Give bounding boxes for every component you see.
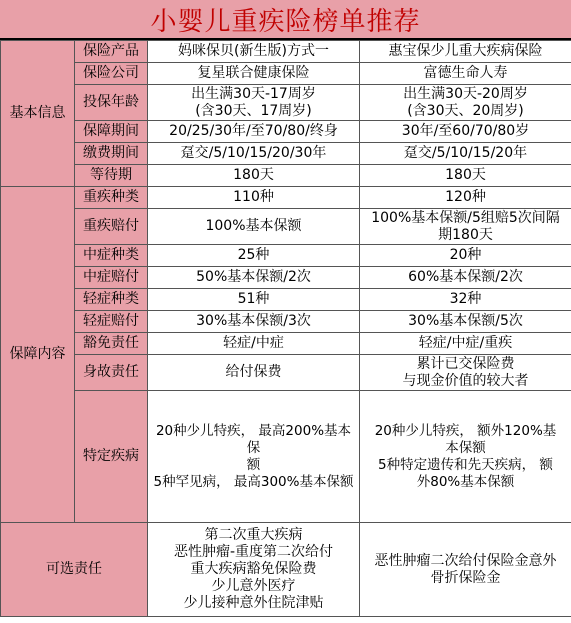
product-b-value: 20种少儿特疾， 额外120%基 本保额 5种特定遗传和先天疾病， 额 外80%基本保额	[360, 391, 571, 523]
product-a-optional: 第二次重大疾病 恶性肿瘤-重度第二次给付 重大疾病豁免保险费 少儿意外医疗 少儿接种意外住院津贴	[148, 523, 360, 617]
table-row	[1, 187, 571, 209]
group-coverage: 保障内容	[1, 187, 75, 523]
product-b-value: 轻症/中症/重疾	[360, 333, 571, 355]
product-b-value: 32种	[360, 289, 571, 311]
product-b-value: 20种	[360, 245, 571, 267]
table-row	[1, 245, 571, 267]
product-a-value: 妈咪保贝(新生版)方式一	[148, 41, 360, 63]
row-label: 轻症种类	[75, 289, 148, 311]
product-b-value: 30%基本保额/5次	[360, 311, 571, 333]
product-a-value: 30%基本保额/3次	[148, 311, 360, 333]
product-a-value: 出生满30天-17周岁 (含30天、17周岁)	[148, 85, 360, 121]
table-row	[1, 165, 571, 187]
product-a-value: 复星联合健康保险	[148, 63, 360, 85]
product-a-value: 25种	[148, 245, 360, 267]
row-label: 保障期间	[75, 121, 148, 143]
product-a-value: 趸交/5/10/15/20/30年	[148, 143, 360, 165]
page-title: 小婴儿重疾险榜单推荐	[0, 0, 571, 40]
product-b-value: 富德生命人寿	[360, 63, 571, 85]
product-b-value: 120种	[360, 187, 571, 209]
row-label: 重疾种类	[75, 187, 148, 209]
row-label: 轻症赔付	[75, 311, 148, 333]
table-row	[1, 121, 571, 143]
product-b-value: 出生满30天-20周岁 (含30天、20周岁)	[360, 85, 571, 121]
row-label: 中症赔付	[75, 267, 148, 289]
table-row	[1, 267, 571, 289]
product-a-value: 51种	[148, 289, 360, 311]
table-row	[1, 523, 571, 617]
row-label: 豁免责任	[75, 333, 148, 355]
table-row	[1, 355, 571, 391]
product-b-value: 30年/至60/70/80岁	[360, 121, 571, 143]
table-row	[1, 311, 571, 333]
row-label: 投保年龄	[75, 85, 148, 121]
product-a-value: 110种	[148, 187, 360, 209]
product-a-value: 20/25/30年/至70/80/终身	[148, 121, 360, 143]
product-b-value: 100%基本保额/5组赔5次间隔 期180天	[360, 209, 571, 245]
row-label: 中症种类	[75, 245, 148, 267]
product-b-value: 惠宝保少儿重大疾病保险	[360, 41, 571, 63]
product-a-value: 180天	[148, 165, 360, 187]
row-label: 特定疾病	[75, 391, 148, 523]
product-a-value: 20种少儿特疾， 最高200%基本保 额 5种罕见病， 最高300%基本保额	[148, 391, 360, 523]
product-a-value: 50%基本保额/2次	[148, 267, 360, 289]
product-b-value: 趸交/5/10/15/20年	[360, 143, 571, 165]
product-b-value: 60%基本保额/2次	[360, 267, 571, 289]
product-a-value: 100%基本保额	[148, 209, 360, 245]
product-b-value: 累计已交保险费 与现金价值的较大者	[360, 355, 571, 391]
table-row	[1, 85, 571, 121]
row-label: 保险产品	[75, 41, 148, 63]
table-row	[1, 391, 571, 523]
product-a-value: 轻症/中症	[148, 333, 360, 355]
table-row	[1, 209, 571, 245]
table-row	[1, 289, 571, 311]
row-label: 缴费期间	[75, 143, 148, 165]
group-optional: 可选责任	[1, 523, 148, 617]
row-label: 重疾赔付	[75, 209, 148, 245]
row-label: 等待期	[75, 165, 148, 187]
product-a-value: 给付保费	[148, 355, 360, 391]
product-b-optional: 恶性肿瘤二次给付保险金意外 骨折保险金	[360, 523, 571, 617]
row-label: 身故责任	[75, 355, 148, 391]
comparison-table	[0, 40, 571, 617]
table-row	[1, 63, 571, 85]
table-row	[1, 333, 571, 355]
group-basic-info: 基本信息	[1, 41, 75, 187]
table-row	[1, 143, 571, 165]
row-label: 保险公司	[75, 63, 148, 85]
table-row	[1, 41, 571, 63]
product-b-value: 180天	[360, 165, 571, 187]
